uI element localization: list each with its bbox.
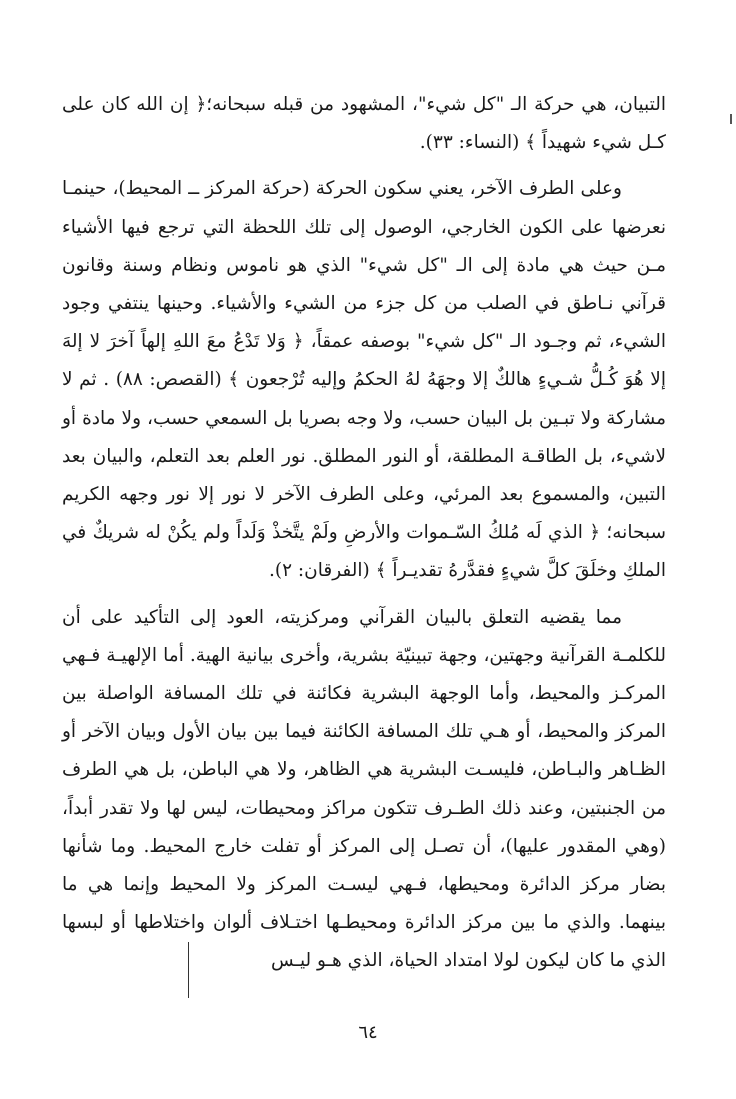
paragraph-2: [62, 170, 666, 590]
paragraph-1-text: التبيان، هي حركة الـ "كل شيء"، المشهود من قبله سبحانه؛﴿ إن الله كان على كـل شيء شهيداً ﴾ (النساء: ٣٣).: [62, 94, 666, 154]
document-page: [62, 86, 666, 989]
margin-pen-stroke: [188, 942, 189, 998]
paragraph-1: [62, 86, 666, 162]
edge-mark-decoration: [730, 114, 732, 124]
paragraph-3: [62, 599, 666, 981]
page-number: ٦٤: [358, 1022, 378, 1043]
paragraph-2-text: وعلى الطرف الآخر، يعني سكون الحركة (حركة المركز ــ المحيط)، حينمـا نعرضها على الكون الخارجي، الوصول إلى تلك اللحظة التي ترجع فيها الأشياء مـن حيث هي مادة إلى الـ "كل شيء" الذي هو ناموس ونظام وسنة وقانون قرآني نـاطق في الصلب من كل جزء من الشيء والأشياء. وحينها ينتفي وجود الشيء، ثم وجـود الـ "كل شيء" بوصفه عمقاً، ﴿ وَلا تَدْعُ معَ اللهِ إلهاً آخرَ لا إلهَ إلا هُوَ كُـلُّ شـيءٍ هالكٌ إلا وجهَهُ لهُ الحكمُ وإليه تُرْجعون ﴾ (القصص: ٨٨) . ثم لا مشاركة ولا تبـين بل البيان حسب، ولا وجه بصريا بل السمعي حسب، ولا مادة أو لاشيء، بل الطاقـة المطلقة، أو النور المطلق. نور العلم بعد التعلم، والبيان بعد التبين، والمسموع بعد المرئي، وعلى الطرف الآخر لا نور إلا نور وجهه الكريم سبحانه؛ ﴿ الذي لَه مُلكُ السّـموات والأرضِ ولَمْ يتَّخذْ وَلَداً ولم يكُنْ له شريكٌ في الملكِ وخلَقَ كلَّ شيءٍ فقدَّرهُ تقديـراً ﴾ (الفرقان: ٢).: [62, 178, 666, 582]
paragraph-3-text: مما يقضيه التعلق بالبيان القرآني ومركزيته، العود إلى التأكيد على أن للكلمـة القرآنية وجهتين، وجهة تبينيّة بشرية، وأخرى بيانية الهية. أما الإلهيـة فـهي المركـز والمحيط، وأما الوجهة البشرية فكائنة في تلك المسافة الواصلة بين المركز والمحيط، أو هـي تلك المسافة الكائنة فيما بين بيان الأول وبيان الآخر أو الظـاهر والبـاطن، فليسـت البشرية هي الظاهر، ولا هي الباطن، بل هي الطرف من الجنبتين، وعند ذلك الطـرف تتكون مراكز ومحيطات، ليس لها ولا تقدر أبداً، (وهي المقدور عليها)، أن تصـل إلى المركز أو تفلت خارج المحيط. وما شأنها بضار مركز الدائرة ومحيطها، فـهي ليسـت المركز ولا المحيط وإنما هي ما بينهما. والذي ما بين مركز الدائرة ومحيطـها اختـلاف ألوان واختلاطها أو لبسها الذي ما كان ليكون لولا امتداد الحياة، الذي هـو ليـس: [62, 606, 666, 972]
